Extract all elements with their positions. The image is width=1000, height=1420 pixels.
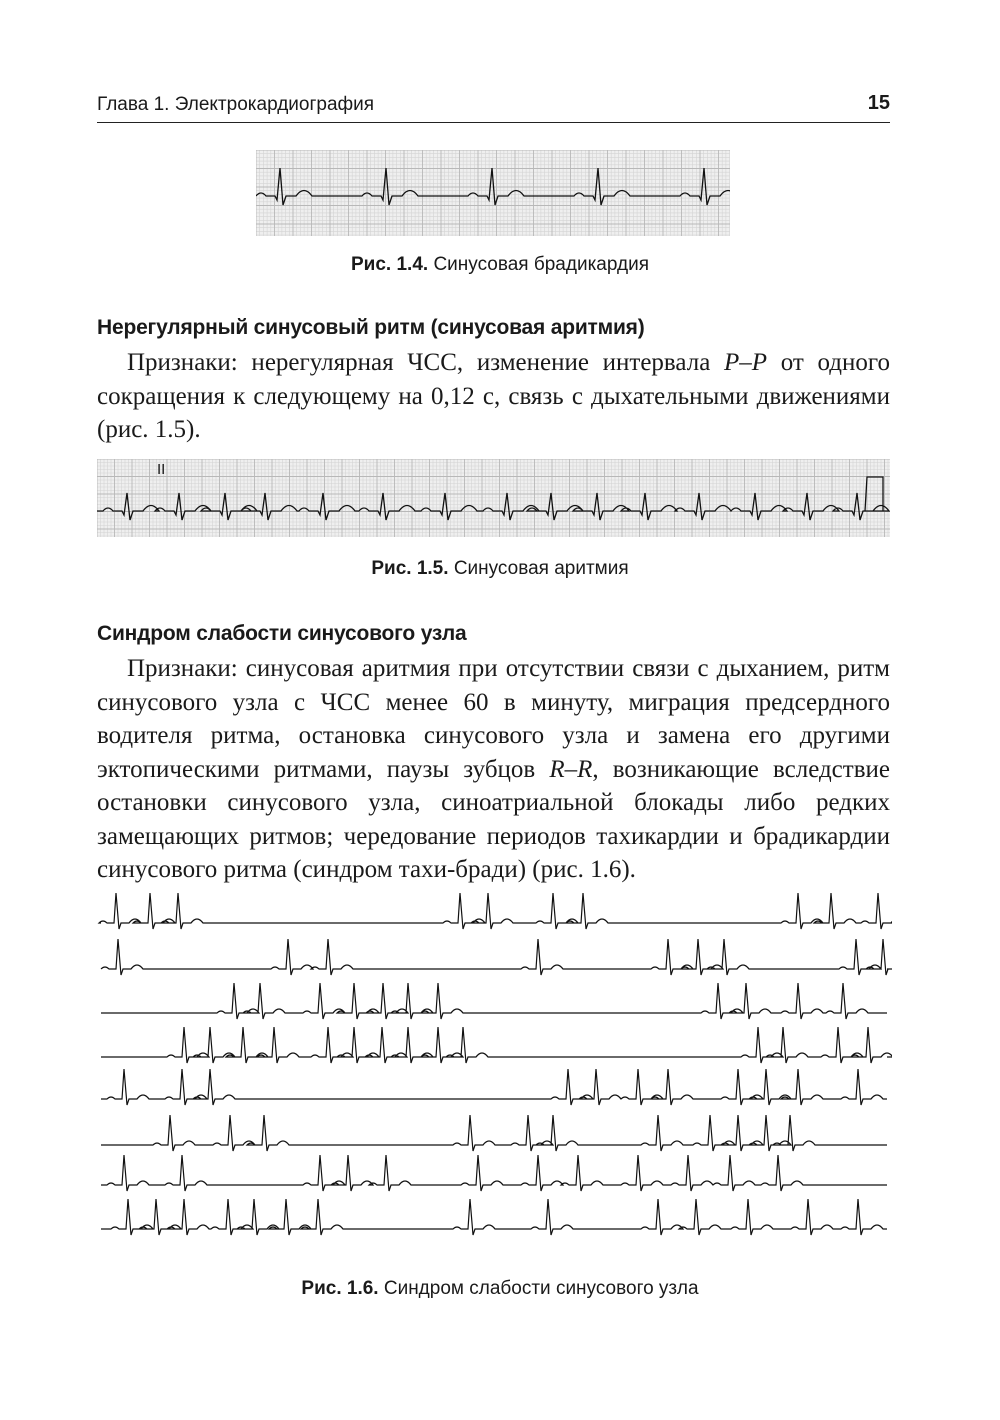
ecg-figure-sinus-arrhythmia (97, 459, 890, 537)
ecg-rhythm-strip (101, 983, 887, 1019)
ecg-holter-strips (97, 885, 892, 1257)
paragraph-sick-sinus (97, 652, 890, 887)
ecg-figure-bradycardia (256, 150, 730, 236)
figure-label: Рис. 1.6. (301, 1278, 379, 1299)
section-heading: Нерегулярный синусовый ритм (синусовая аритмия) (97, 316, 645, 339)
figure-label: Рис. 1.4. (351, 254, 429, 275)
interval-term: P–P (723, 349, 768, 376)
ecg-rhythm-strip (101, 1115, 887, 1151)
ecg-rhythm-strip (101, 1199, 887, 1235)
lead-label: II (157, 461, 166, 478)
paragraph-text: , возникающие вследствие остановки синусового узла, синоатриальной блокады либо редких замещающих ритмов; чередование периодов тахикардии и брадикардии синусового ритма (синдром тахи-бради) (рис. 1.6). (97, 755, 890, 883)
paragraph-text: Признаки: синусовая аритмия при отсутствии связи с дыханием, ритм синусового узла с ЧСС менее 60 в минуту, миграция предсердного водителя ритма, остановка синусового узла и замена его другими эктопическими ритмами, паузы зубцов (97, 655, 890, 783)
paragraph-text: Признаки: нерегулярная ЧСС, изменение интервала (127, 349, 724, 376)
page-number: 15 (867, 92, 890, 114)
ecg-rhythm-strip (101, 1027, 892, 1063)
ecg-strip-sinus-arrhythmia (97, 459, 890, 537)
interval-term: R–R (549, 755, 593, 783)
paragraph-arrhythmia (97, 346, 890, 447)
figure-caption-text: Синусовая аритмия (453, 558, 629, 579)
ecg-figure-sick-sinus (97, 885, 892, 1257)
figure-caption-1-5 (0, 558, 1000, 580)
figure-caption-1-6 (0, 1278, 1000, 1300)
figure-label: Рис. 1.5. (371, 558, 449, 579)
ecg-rhythm-strip (101, 939, 892, 975)
figure-caption-text: Синдром слабости синусового узла (383, 1278, 699, 1299)
section-heading: Синдром слабости синусового узла (97, 622, 467, 645)
paragraph-text: от одного сокращения к следующему на 0,12 с, связь с дыхательными движениями (рис. 1.5). (97, 349, 890, 443)
ecg-rhythm-strip (101, 1155, 887, 1191)
ecg-rhythm-strip (101, 1069, 887, 1105)
figure-caption-1-4 (0, 254, 1000, 276)
chapter-title: Глава 1. Электрокардиография (97, 94, 375, 115)
ecg-strip-bradycardia (256, 150, 730, 236)
ecg-rhythm-strip (99, 893, 892, 929)
running-head (97, 92, 890, 123)
figure-caption-text: Синусовая брадикардия (433, 254, 649, 275)
